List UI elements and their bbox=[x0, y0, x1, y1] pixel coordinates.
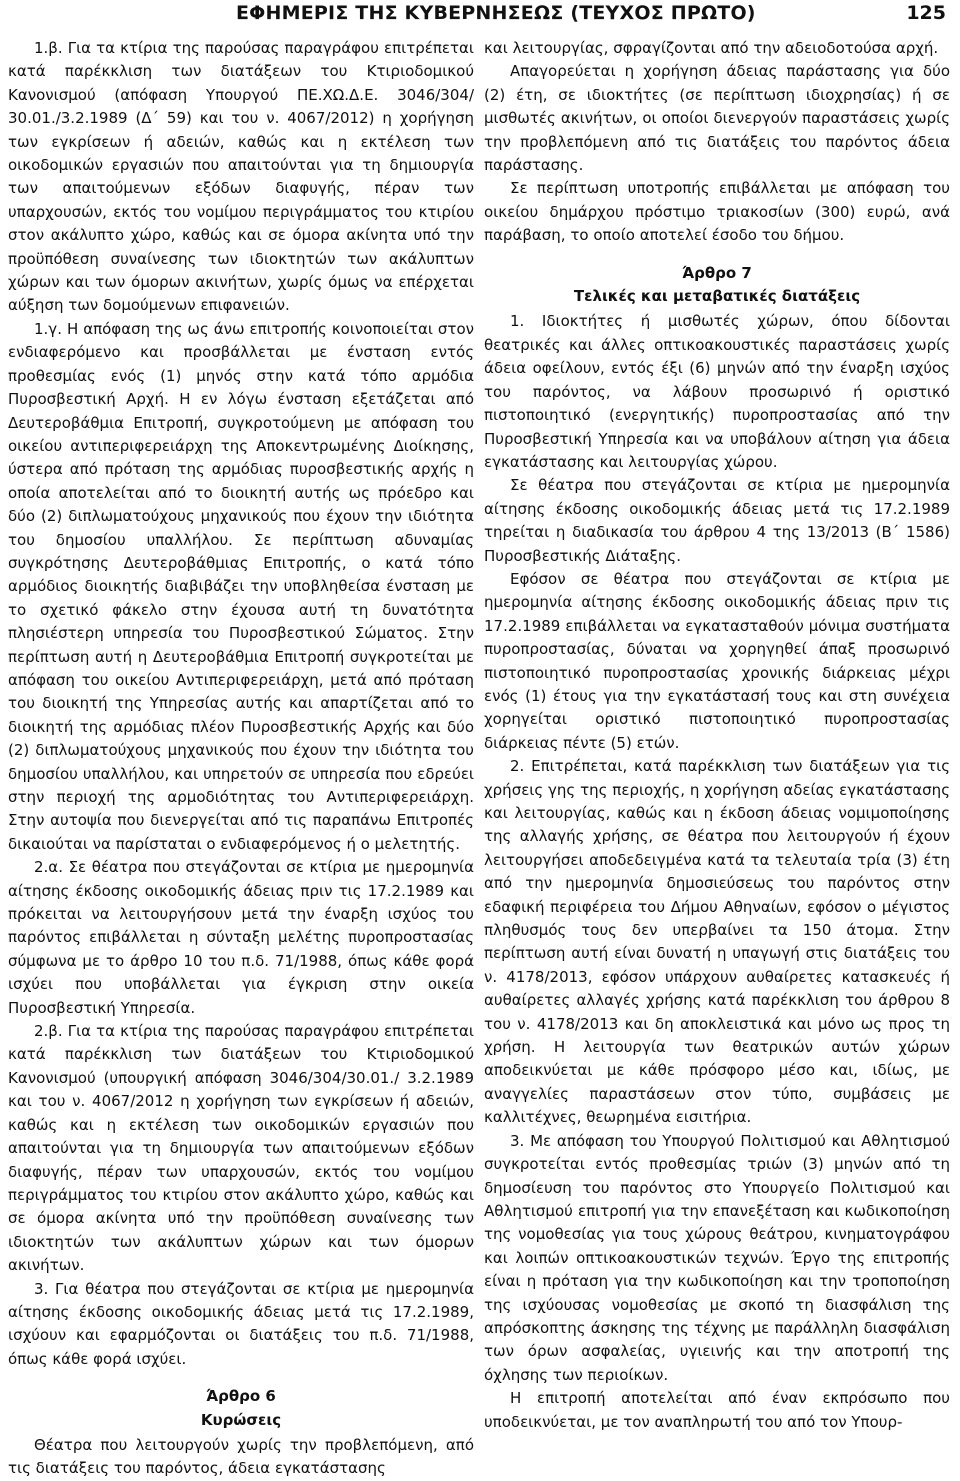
article-6-number: Άρθρο 6 bbox=[206, 1387, 276, 1406]
paragraph-continued: και λειτουργίας, σφραγίζονται από την αδειοδοτούσα αρχή. bbox=[484, 39, 939, 57]
article-6-title: Κυρώσεις bbox=[200, 1410, 282, 1429]
left-column bbox=[8, 37, 474, 1481]
paragraph-article6-intro: Θέατρα που λειτουργούν χωρίς την προβλεπόμενη, από τις διατάξεις του παρόντος, άδεια εγκατάστασης bbox=[8, 1435, 474, 1478]
gazette-title: ΕΦΗΜΕΡΙΣ ΤΗΣ ΚΥΒΕΡΝΗΣΕΩΣ (ΤΕΥΧΟΣ ΠΡΩΤΟ) bbox=[236, 2, 756, 24]
paragraph-7-2: 2. Επιτρέπεται, κατά παρέκκλιση των διατάξεων για τις χρήσεις γης της περιοχής, η χορήγηση αδείας εγκατάστασης και λειτουργίας, καθώς και η έκδοση άδειας νομιμοποίησης της αλλαγής χρήσης, σε θέατρα που λειτουργούν ή έχουν λειτουργήσει αποδεδειγμένα κατά τα τελευταία τρία (3) έτη από την ημερομηνία δημοσιεύσεως του παρόντος στην εδαφική περιφέρεια του Δήμου Αθηναίων, εφόσον ο μέγιστος πληθυσμός τους δεν υπερβαίνει τα 150 άτομα. Στην περίπτωση αυτή είναι δυνατή η υπαγωγή στις διατάξεις του ν. 4178/2013, εφόσον υπάρχουν αυθαίρετες κατασκευές ή αυθαίρετες αλλαγές χρήσης κατά παρέκκλιση του άρθρου 8 του ν. 4178/2013 και δη αποκλειστικά και μόνο ως προς τη χρήση. Η λειτουργία των θεατρικών αυτών χώρων αποδεικνύεται με κάθε πρόσφορο μέσο και, ιδίως, με αναγγελίες παραστάσεων στον τύπο, συμβάσεις με καλλιτέχνες, θεωρημένα εισιτήρια. bbox=[484, 757, 950, 1127]
paragraph-3: 3. Για θέατρα που στεγάζονται σε κτίρια με ημερομηνία αίτησης έκδοσης οικοδομικής άδειας μετά τις 17.2.1989, ισχύουν και εφαρμόζονται οι διατάξεις του π.δ. 71/1988, όπως κάθε φορά ισχύει. bbox=[8, 1279, 474, 1368]
paragraph-7-3: 3. Με απόφαση του Υπουργού Πολιτισμού και Αθλητισμού συγκροτείται εντός προθεσμίας τριών (3) μηνών από τη δημοσίευση του παρόντος στο Υπουργείο Πολιτισμού και Αθλητισμού επιτροπή για την επανεξέταση και κωδικοποίηση της νομοθεσίας για τους χώρους θεάτρου, κινηματογράφου και λοιπών οπτικοακουστικών τεχνών. Έργο της επιτροπής είναι η πρόταση για την κωδικοποίηση και την τροποποίηση της ισχύουσας νομοθεσίας με σκοπό τη διασφάλιση της απρόσκοπτης άσκησης της τέχνης με παράλληλη διασφάλιση των όρων ασφαλείας, υγιεινής και την αποτροπή της όχλησης των περιοίκων. bbox=[484, 1131, 950, 1384]
paragraph-7-1-before-1989: Εφόσον σε θέατρα που στεγάζονται σε κτίρια με ημερομηνία αίτησης έκδοσης οικοδομικής άδειας πριν τις 17.2.1989 επιβάλλεται να εγκατασταθούν μόνιμα συστήματα πυροπροστασίας, δύναται να χορηγηθεί άπαξ προσωρινό πιστοποιητικό πυροπροστασίας χρονικής διάρκειας μέχρι ενός (1) έτους για την εγκατάστασή τους και στη συνέχεια χορηγείται οριστικό πιστοποιητικό πυροπροστασίας διάρκειας πέντε (5) ετών. bbox=[484, 569, 950, 752]
page-header bbox=[0, 0, 960, 30]
paragraph-7-1-after-1989: Σε θέατρα που στεγάζονται σε κτίρια με ημερομηνία αίτησης έκδοσης οικοδομικής άδειας μετά τις 17.2.1989 τηρείται η διαδικασία του άρθρου 4 της 13/2013 (Β΄ 1586) Πυροσβεστικής Διάταξης. bbox=[484, 476, 950, 565]
paragraph-7-1: 1. Ιδιοκτήτες ή μισθωτές χώρων, όπου δίδονται θεατρικές και άλλες οπτικοακουστικές παραστάσεις χωρίς άδεια οφείλουν, εντός έξι (6) μηνών από την έναρξη ισχύος του παρόντος, να λάβουν προσωρινό ή οριστικό πιστοποιητικό (ενεργητικής) πυροπροστασίας από την Πυροσβεστική Υπηρεσία και να υποβάλουν αίτηση για άδεια εγκατάστασης και λειτουργίας χώρου. bbox=[484, 312, 950, 471]
paragraph-ban: Απαγορεύεται η χορήγηση άδειας παράστασης για δύο (2) έτη, σε ιδιοκτήτες (σε περίπτωση ιδιοχρησίας) ή σε μισθωτές ακινήτων, οι οποίοι διενεργούν παραστάσεις χωρίς την προβλεπόμενη από τις διατάξεις του παρόντος άδεια παράστασης. bbox=[484, 62, 950, 175]
paragraph-7-committee: Η επιτροπή αποτελείται από έναν εκπρόσωπο που υποδεικνύεται, με τον αναπληρωτή του από τον Υπουρ- bbox=[484, 1389, 950, 1431]
paragraph-2a: 2.α. Σε θέατρα που στεγάζονται σε κτίρια με ημερομηνία αίτησης έκδοσης οικοδομικής άδειας πριν τις 17.2.1989 και πρόκειται να λειτουργήσουν μετά την έναρξη ισχύος του παρόντος επιβάλλεται η σύνταξη μελέτης πυροπροστασίας σύμφωνα με το άρθρο 10 του π.δ. 71/1988, όπως κάθε φορά ισχύει που υποβάλλεται για έγκριση στην οικεία Πυροσβεστική Υπηρεσία. bbox=[8, 858, 474, 1017]
paragraph-2b: 2.β. Για τα κτίρια της παρούσας παραγράφου επιτρέπεται κατά παρέκκλιση των διατάξεων του Κτιριοδομικού Κανονισμού (υπουργική απόφαση 3046/304/30.01./ 3.2.1989 και του ν. 4067/2012 η χορήγηση των εγκρίσεων ή αδειών, καθώς και η εκτέλεση των οικοδομικών εργασιών που απαιτούνται για τη δημιουργία των απαιτούμενων εξόδων διαφυγής, πέραν των υπαρχουσών, εκτός του νομίμου περιγράμματος του κτιρίου στον ακάλυπτο χώρο, καθώς και σε όμορα ακίνητα υπό την προϋπόθεση συναίνεσης των ιδιοκτητών των ακάλυπτων χώρων και των όμορων ακινήτων. bbox=[8, 1022, 474, 1275]
paragraph-1b: 1.β. Για τα κτίρια της παρούσας παραγράφου επιτρέπεται κατά παρέκκλιση των διατάξεων του Κτιριοδομικού Κανονισμού (απόφαση Υπουργού ΠΕ.ΧΩ.Δ.Ε. 3046/304/ 30.01./3.2.1989 (Δ΄ 59) και του ν. 4067/2012) η χορήγηση των εγκρίσεων ή αδειών, καθώς και η εκτέλεση των οικοδομικών εργασιών που απαιτούνται για τη δημιουργία των απαιτούμενων εξόδων διαφυγής, πέραν των υπαρχουσών, εκτός του νομίμου περιγράμματος του κτιρίου στον ακάλυπτο χώρο, καθώς και σε όμορα ακίνητα υπό την προϋπόθεση συναίνεσης των ιδιοκτητών των ακάλυπτων χώρων και των όμορων ακινήτων, χωρίς όμως να επέρχεται αύξηση των δομούμενων επιφανειών. bbox=[8, 39, 474, 315]
right-column bbox=[484, 37, 950, 1434]
paragraph-recidivism: Σε περίπτωση υποτροπής επιβάλλεται με απόφαση του οικείου δημάρχου πρόστιμο τριακοσίων (300) ευρώ, ανά παράβαση, το οποίο αποτελεί έσοδο του δήμου. bbox=[484, 179, 950, 245]
article-7-title: Τελικές και μεταβατικές διατάξεις bbox=[573, 287, 861, 306]
page-number: 125 bbox=[906, 2, 946, 24]
article-7-number: Άρθρο 7 bbox=[682, 263, 752, 282]
paragraph-1c: 1.γ. Η απόφαση της ως άνω επιτροπής κοινοποιείται στον ενδιαφερόμενο και προσβάλλεται με ένσταση εντός προθεσμίας ενός (1) μηνός στην κατά τόπο αρμόδια Πυροσβεστική Αρχή. Η εν λόγω ένσταση εξετάζεται από Δευτεροβάθμια Επιτροπή, συγκροτούμενη με απόφαση του οικείου αντιπεριφερειάρχη της Αποκεντρωμένης Διοίκησης, ύστερα από πρόταση της αρμόδιας πυροσβεστικής αρχής η οποία αποτελείται από το διοικητή αυτής ως πρόεδρο και δύο (2) διπλωματούχους μηχανικούς που έχουν την ιδιότητα του δημοσίου υπαλλήλου. Σε περίπτωση αδυναμίας συγκρότησης Δευτεροβάθμιας Επιτροπής, ο κατά τόπο αρμόδιος διοικητής διαβιβάζει την υποβληθείσα ένσταση με το σχετικό φάκελο στην έχουσα αυτή τη δυνατότητα πλησιέστερη υπηρεσία του Πυροσβεστικού Σώματος. Στην περίπτωση αυτή η Δευτεροβάθμια Επιτροπή συγκροτείται με απόφαση του οικείου Αντιπεριφερειάρχη, μετά από πρόταση του διοικητή της Υπηρεσίας αυτής και απαρτίζεται από το διοικητή της αρμόδιας πλέον Πυροσβεστικής Αρχής και δύο (2) διπλωματούχους μηχανικούς που έχουν την ιδιότητα του δημοσίου υπαλλήλου, και υπηρετούν σε υπηρεσία που εδρεύει στην περιοχή της αρμοδιότητας του Αντιπεριφερειάρχη. Στην αυτοψία που διενεργείται από τις παραπάνω Επιτροπές δικαιούται να παρίσταται ο ενδιαφερόμενος ή ο μελετητής. bbox=[8, 319, 474, 853]
